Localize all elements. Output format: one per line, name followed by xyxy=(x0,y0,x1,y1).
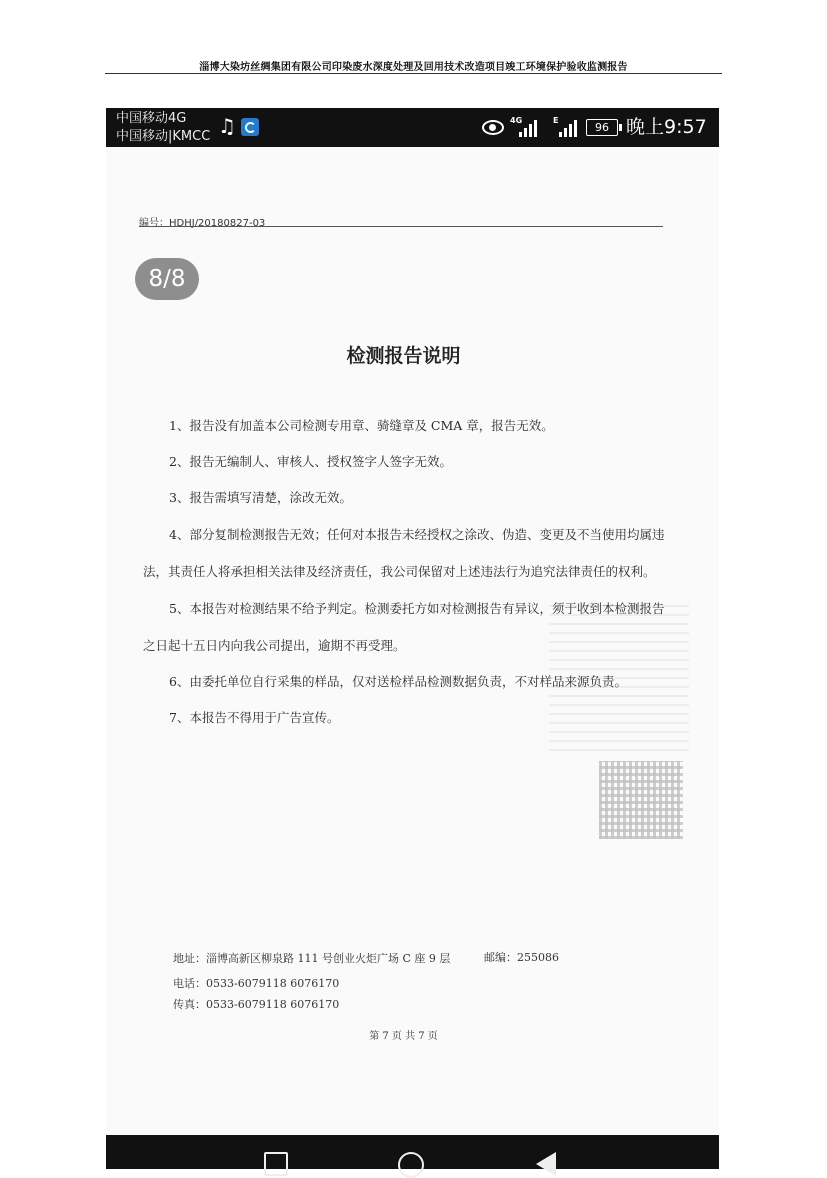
app-notification-icon xyxy=(241,118,259,136)
network-4g-label: 4G xyxy=(510,116,523,125)
contact-phone: 电话：0533-6079118 6076170 xyxy=(173,977,340,990)
carrier-line-2: 中国移动|KMCC xyxy=(116,129,211,144)
contact-postcode: 邮编：255086 xyxy=(484,951,559,964)
clause-item: 6、由委托单位自行采集的样品，仅对送检样品检测数据负责，不对样品来源负责。 xyxy=(169,674,627,689)
report-notes-title: 检测报告说明 xyxy=(346,345,461,367)
music-icon: ♫ xyxy=(218,114,236,138)
page-count: 第 7 页 共 7 页 xyxy=(369,1031,438,1042)
navigation-bar xyxy=(106,1135,719,1169)
carrier-line-1: 中国移动4G xyxy=(116,111,187,126)
status-clock: 晚上9:57 xyxy=(626,116,707,138)
battery-icon: 96 xyxy=(586,119,618,136)
eye-comfort-icon xyxy=(482,120,504,135)
home-icon[interactable] xyxy=(398,1152,424,1178)
network-e-label: E xyxy=(553,116,559,125)
header-divider xyxy=(105,73,722,74)
document-number: 编号：HDHJ/20180827-03 xyxy=(139,218,266,229)
clause-item: 2、报告无编制人、审核人、授权签字人签字无效。 xyxy=(169,454,452,469)
document-header-title: 淄博大染坊丝绸集团有限公司印染废水深度处理及回用技术改造项目竣工环境保护验收监测报告 xyxy=(199,62,628,73)
qr-code-image xyxy=(599,761,683,839)
recent-apps-icon[interactable] xyxy=(264,1152,288,1176)
clause-item: 1、报告没有加盖本公司检测专用章、骑缝章及 CMA 章，报告无效。 xyxy=(169,418,554,433)
contact-fax: 传真：0533-6079118 6076170 xyxy=(173,998,340,1011)
back-icon[interactable] xyxy=(536,1152,556,1176)
clause-item: 5、本报告对检测结果不给予判定。检测委托方如对检测报告有异议，须于收到本检测报告之日起十五日内向我公司提出，逾期不再受理。 xyxy=(143,601,665,653)
clause-item: 7、本报告不得用于广告宣传。 xyxy=(169,710,340,725)
signal-strength-icon xyxy=(559,119,581,137)
signal-strength-icon xyxy=(519,119,541,137)
clause-item: 3、报告需填写清楚，涂改无效。 xyxy=(169,490,352,505)
phone-screenshot xyxy=(106,108,719,1169)
clause-item: 4、部分复制检测报告无效；任何对本报告未经授权之涂改、伪造、变更及不当使用均属违法，其责任人将承担相关法律及经济责任，我公司保留对上述违法行为追究法律责任的权利。 xyxy=(143,527,665,579)
report-clauses xyxy=(143,408,673,736)
page-indicator-badge: 8/8 xyxy=(135,258,199,300)
status-bar xyxy=(106,108,719,147)
contact-address: 地址：淄博高新区柳泉路 111 号创业火炬广场 C 座 9 层 xyxy=(173,952,451,965)
document-number-rule xyxy=(139,226,663,227)
